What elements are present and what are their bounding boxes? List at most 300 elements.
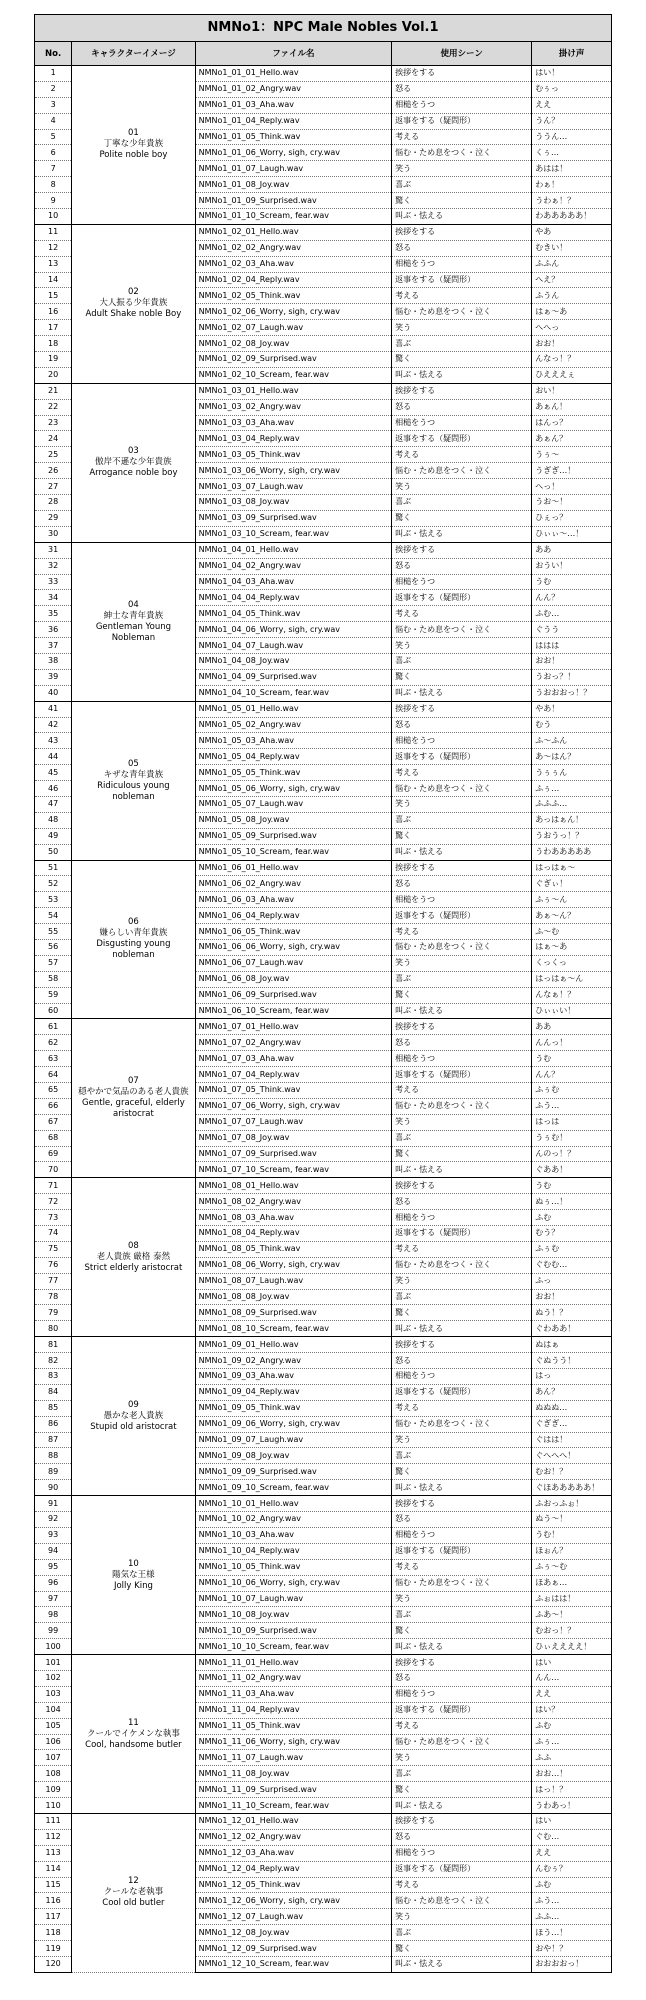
file-name: NMNo1_07_07_Laugh.wav bbox=[195, 1114, 392, 1130]
row-number: 13 bbox=[35, 256, 72, 272]
file-name: NMNo1_11_06_Worry, sigh, cry.wav bbox=[195, 1734, 392, 1750]
usage-scene: 挨拶をする bbox=[392, 542, 532, 558]
character-name-jp: 丁寧な少年貴族 bbox=[103, 139, 164, 150]
usage-scene: 返事をする（疑問形） bbox=[392, 908, 532, 924]
file-name: NMNo1_10_07_Laugh.wav bbox=[195, 1591, 392, 1607]
row-number: 97 bbox=[35, 1591, 72, 1607]
usage-scene: 挨拶をする bbox=[392, 1655, 532, 1671]
voice-line: うおおおっ！？ bbox=[532, 685, 612, 701]
file-name: NMNo1_05_03_Aha.wav bbox=[195, 733, 392, 749]
row-number: 31 bbox=[35, 542, 72, 558]
file-name: NMNo1_06_03_Aha.wav bbox=[195, 892, 392, 908]
voice-line: はんっ？ bbox=[532, 415, 612, 431]
file-name: NMNo1_03_02_Angry.wav bbox=[195, 399, 392, 415]
row-number: 107 bbox=[35, 1750, 72, 1766]
character-id: 06 bbox=[128, 917, 139, 928]
usage-scene: 返事をする（疑問形） bbox=[392, 431, 532, 447]
file-name: NMNo1_02_09_Surprised.wav bbox=[195, 352, 392, 368]
file-name: NMNo1_01_06_Worry, sigh, cry.wav bbox=[195, 145, 392, 161]
file-name: NMNo1_07_08_Joy.wav bbox=[195, 1130, 392, 1146]
file-name: NMNo1_12_09_Surprised.wav bbox=[195, 1941, 392, 1957]
file-name: NMNo1_09_08_Joy.wav bbox=[195, 1448, 392, 1464]
file-name: NMNo1_03_09_Surprised.wav bbox=[195, 510, 392, 526]
file-name: NMNo1_10_02_Angry.wav bbox=[195, 1512, 392, 1528]
usage-scene: 喜ぶ bbox=[392, 653, 532, 669]
voice-line: ふふん bbox=[532, 256, 612, 272]
file-name: NMNo1_09_06_Worry, sigh, cry.wav bbox=[195, 1416, 392, 1432]
file-name: NMNo1_01_05_Think.wav bbox=[195, 129, 392, 145]
voice-line: おい！ bbox=[532, 383, 612, 399]
voice-line: あぁん？ bbox=[532, 431, 612, 447]
usage-scene: 叫ぶ・怯える bbox=[392, 1639, 532, 1655]
row-number: 118 bbox=[35, 1925, 72, 1941]
voice-line: やあ bbox=[532, 224, 612, 240]
voice-line: あっはぁん！ bbox=[532, 812, 612, 828]
file-name: NMNo1_09_02_Angry.wav bbox=[195, 1353, 392, 1369]
row-number: 49 bbox=[35, 828, 72, 844]
file-name: NMNo1_09_01_Hello.wav bbox=[195, 1337, 392, 1353]
voice-line: ふあ～！ bbox=[532, 1607, 612, 1623]
row-number: 22 bbox=[35, 399, 72, 415]
usage-scene: 怒る bbox=[392, 717, 532, 733]
file-name: NMNo1_09_03_Aha.wav bbox=[195, 1369, 392, 1385]
usage-scene: 叫ぶ・怯える bbox=[392, 1162, 532, 1178]
file-name: NMNo1_03_08_Joy.wav bbox=[195, 495, 392, 511]
file-name: NMNo1_12_10_Scream, fear.wav bbox=[195, 1956, 392, 1972]
file-name: NMNo1_04_10_Scream, fear.wav bbox=[195, 685, 392, 701]
usage-scene: 考える bbox=[392, 288, 532, 304]
voice-line: ふぉはは！ bbox=[532, 1591, 612, 1607]
usage-scene: 返事をする（疑問形） bbox=[392, 272, 532, 288]
row-number: 85 bbox=[35, 1400, 72, 1416]
usage-scene: 悩む・ため息をつく・泣く bbox=[392, 781, 532, 797]
voice-line: むおっ！？ bbox=[532, 1623, 612, 1639]
row-number: 104 bbox=[35, 1702, 72, 1718]
file-name: NMNo1_11_10_Scream, fear.wav bbox=[195, 1798, 392, 1814]
file-name: NMNo1_04_01_Hello.wav bbox=[195, 542, 392, 558]
row-number: 76 bbox=[35, 1257, 72, 1273]
file-name: NMNo1_03_06_Worry, sigh, cry.wav bbox=[195, 463, 392, 479]
row-number: 74 bbox=[35, 1226, 72, 1242]
file-name: NMNo1_05_04_Reply.wav bbox=[195, 749, 392, 765]
voice-line: あぁん！ bbox=[532, 399, 612, 415]
row-number: 63 bbox=[35, 1051, 72, 1067]
usage-scene: 返事をする（疑問形） bbox=[392, 590, 532, 606]
usage-scene: 喜ぶ bbox=[392, 495, 532, 511]
voice-line: ふう… bbox=[532, 1098, 612, 1114]
file-name: NMNo1_10_03_Aha.wav bbox=[195, 1527, 392, 1543]
voice-line: ひぃぃい！ bbox=[532, 1003, 612, 1019]
voice-line: むお！？ bbox=[532, 1464, 612, 1480]
usage-scene: 笑う bbox=[392, 320, 532, 336]
voice-line: うむ bbox=[532, 574, 612, 590]
usage-scene: 返事をする（疑問形） bbox=[392, 1861, 532, 1877]
file-name: NMNo1_11_01_Hello.wav bbox=[195, 1655, 392, 1671]
voice-line: むきい！ bbox=[532, 240, 612, 256]
usage-scene: 笑う bbox=[392, 1114, 532, 1130]
row-number: 73 bbox=[35, 1210, 72, 1226]
usage-scene: 怒る bbox=[392, 1353, 532, 1369]
row-number: 36 bbox=[35, 622, 72, 638]
usage-scene: 相槌をうつ bbox=[392, 1686, 532, 1702]
file-name: NMNo1_12_02_Angry.wav bbox=[195, 1829, 392, 1845]
row-number: 68 bbox=[35, 1130, 72, 1146]
file-name: NMNo1_10_01_Hello.wav bbox=[195, 1496, 392, 1512]
voice-line: ぐうう bbox=[532, 622, 612, 638]
voice-line: ええ bbox=[532, 1686, 612, 1702]
voice-line: ああ bbox=[532, 1019, 612, 1035]
voice-line: ふむ bbox=[532, 1877, 612, 1893]
row-number: 100 bbox=[35, 1639, 72, 1655]
file-name: NMNo1_08_02_Angry.wav bbox=[195, 1194, 392, 1210]
row-number: 38 bbox=[35, 653, 72, 669]
usage-scene: 返事をする（疑問形） bbox=[392, 113, 532, 129]
row-number: 71 bbox=[35, 1178, 72, 1194]
voice-line: わあああああ！ bbox=[532, 209, 612, 225]
row-number: 81 bbox=[35, 1337, 72, 1353]
usage-scene: 怒る bbox=[392, 81, 532, 97]
row-number: 24 bbox=[35, 431, 72, 447]
row-number: 5 bbox=[35, 129, 72, 145]
file-name: NMNo1_12_06_Worry, sigh, cry.wav bbox=[195, 1893, 392, 1909]
file-name: NMNo1_04_09_Surprised.wav bbox=[195, 669, 392, 685]
header-file: ファイル名 bbox=[195, 42, 392, 66]
file-name: NMNo1_02_03_Aha.wav bbox=[195, 256, 392, 272]
file-name: NMNo1_03_10_Scream, fear.wav bbox=[195, 526, 392, 542]
row-number: 77 bbox=[35, 1273, 72, 1289]
usage-scene: 叫ぶ・怯える bbox=[392, 1956, 532, 1972]
usage-scene: 驚く bbox=[392, 1305, 532, 1321]
voice-line: んん… bbox=[532, 1670, 612, 1686]
character-name-en: Cool, handsome butler bbox=[85, 1739, 182, 1750]
row-number: 20 bbox=[35, 367, 72, 383]
usage-scene: 笑う bbox=[392, 796, 532, 812]
row-number: 69 bbox=[35, 1146, 72, 1162]
file-name: NMNo1_10_05_Think.wav bbox=[195, 1559, 392, 1575]
voice-line: んのっ！？ bbox=[532, 1146, 612, 1162]
usage-scene: 悩む・ため息をつく・泣く bbox=[392, 304, 532, 320]
voice-line: うぅ～ bbox=[532, 447, 612, 463]
file-name: NMNo1_03_01_Hello.wav bbox=[195, 383, 392, 399]
character-name-en: Disgusting young nobleman bbox=[96, 939, 171, 961]
character-name-jp: 陽気な王様 bbox=[112, 1569, 155, 1580]
row-number: 78 bbox=[35, 1289, 72, 1305]
row-number: 79 bbox=[35, 1305, 72, 1321]
file-name: NMNo1_07_10_Scream, fear.wav bbox=[195, 1162, 392, 1178]
character-id: 10 bbox=[128, 1558, 139, 1569]
file-name: NMNo1_01_02_Angry.wav bbox=[195, 81, 392, 97]
usage-scene: 喜ぶ bbox=[392, 1289, 532, 1305]
character-name-en: Cool old butler bbox=[102, 1898, 165, 1909]
row-number: 7 bbox=[35, 161, 72, 177]
usage-scene: 返事をする（疑問形） bbox=[392, 1543, 532, 1559]
usage-scene: 喜ぶ bbox=[392, 177, 532, 193]
usage-scene: 怒る bbox=[392, 1035, 532, 1051]
voice-line: ううん… bbox=[532, 129, 612, 145]
row-number: 111 bbox=[35, 1813, 72, 1829]
file-name: NMNo1_08_07_Laugh.wav bbox=[195, 1273, 392, 1289]
voice-line: うわあああああ bbox=[532, 844, 612, 860]
row-number: 90 bbox=[35, 1480, 72, 1496]
character-id: 11 bbox=[128, 1717, 139, 1728]
voice-line: おや！？ bbox=[532, 1941, 612, 1957]
usage-scene: 笑う bbox=[392, 161, 532, 177]
row-number: 23 bbox=[35, 415, 72, 431]
character-name-en: Stupid old aristocrat bbox=[90, 1421, 177, 1432]
voice-line: うむ bbox=[532, 1051, 612, 1067]
row-number: 96 bbox=[35, 1575, 72, 1591]
file-name: NMNo1_01_03_Aha.wav bbox=[195, 97, 392, 113]
file-name: NMNo1_04_08_Joy.wav bbox=[195, 653, 392, 669]
row-number: 120 bbox=[35, 1956, 72, 1972]
header-character: キャラクターイメージ bbox=[72, 42, 195, 66]
file-name: NMNo1_07_06_Worry, sigh, cry.wav bbox=[195, 1098, 392, 1114]
row-number: 59 bbox=[35, 987, 72, 1003]
file-name: NMNo1_08_04_Reply.wav bbox=[195, 1226, 392, 1242]
usage-scene: 笑う bbox=[392, 955, 532, 971]
usage-scene: 返事をする（疑問形） bbox=[392, 1226, 532, 1242]
table-row bbox=[35, 1337, 612, 1353]
table-row bbox=[35, 1019, 612, 1035]
voice-line: うぅぅん bbox=[532, 765, 612, 781]
file-name: NMNo1_07_05_Think.wav bbox=[195, 1083, 392, 1099]
file-name: NMNo1_11_08_Joy.wav bbox=[195, 1766, 392, 1782]
voice-line: ああ bbox=[532, 542, 612, 558]
row-number: 37 bbox=[35, 638, 72, 654]
character-cell bbox=[72, 1019, 195, 1178]
voice-line: ぐわああ！ bbox=[532, 1321, 612, 1337]
file-name: NMNo1_04_06_Worry, sigh, cry.wav bbox=[195, 622, 392, 638]
usage-scene: 挨拶をする bbox=[392, 1496, 532, 1512]
row-number: 40 bbox=[35, 685, 72, 701]
character-cell bbox=[72, 542, 195, 701]
file-name: NMNo1_02_04_Reply.wav bbox=[195, 272, 392, 288]
file-name: NMNo1_05_09_Surprised.wav bbox=[195, 828, 392, 844]
row-number: 95 bbox=[35, 1559, 72, 1575]
row-number: 112 bbox=[35, 1829, 72, 1845]
character-cell bbox=[72, 1178, 195, 1337]
usage-scene: 叫ぶ・怯える bbox=[392, 1321, 532, 1337]
voice-line: ぬぬぬ… bbox=[532, 1400, 612, 1416]
file-name: NMNo1_08_08_Joy.wav bbox=[195, 1289, 392, 1305]
table-row bbox=[35, 383, 612, 399]
file-name: NMNo1_12_01_Hello.wav bbox=[195, 1813, 392, 1829]
table-row bbox=[35, 542, 612, 558]
voice-line: ぐむ… bbox=[532, 1829, 612, 1845]
table-row bbox=[35, 701, 612, 717]
file-name: NMNo1_06_10_Scream, fear.wav bbox=[195, 1003, 392, 1019]
row-number: 87 bbox=[35, 1432, 72, 1448]
file-name: NMNo1_01_09_Surprised.wav bbox=[195, 193, 392, 209]
voice-line: おおおおっ！ bbox=[532, 1956, 612, 1972]
character-cell bbox=[72, 224, 195, 383]
usage-scene: 相槌をうつ bbox=[392, 256, 532, 272]
usage-scene: 驚く bbox=[392, 669, 532, 685]
voice-line: わぁ！ bbox=[532, 177, 612, 193]
row-number: 33 bbox=[35, 574, 72, 590]
file-name: NMNo1_11_05_Think.wav bbox=[195, 1718, 392, 1734]
table-row bbox=[35, 860, 612, 876]
row-number: 47 bbox=[35, 796, 72, 812]
character-cell bbox=[72, 1655, 195, 1814]
table-body bbox=[35, 66, 612, 1973]
row-number: 9 bbox=[35, 193, 72, 209]
header-scene: 使用シーン bbox=[392, 42, 532, 66]
usage-scene: 驚く bbox=[392, 1623, 532, 1639]
character-cell bbox=[72, 1337, 195, 1496]
row-number: 1 bbox=[35, 66, 72, 82]
usage-scene: 喜ぶ bbox=[392, 336, 532, 352]
voice-line: うわぁ！？ bbox=[532, 193, 612, 209]
usage-scene: 叫ぶ・怯える bbox=[392, 685, 532, 701]
usage-scene: 相槌をうつ bbox=[392, 1051, 532, 1067]
row-number: 14 bbox=[35, 272, 72, 288]
voice-line: うおうっ！？ bbox=[532, 828, 612, 844]
row-number: 98 bbox=[35, 1607, 72, 1623]
row-number: 119 bbox=[35, 1941, 72, 1957]
usage-scene: 叫ぶ・怯える bbox=[392, 1003, 532, 1019]
usage-scene: 怒る bbox=[392, 399, 532, 415]
row-number: 28 bbox=[35, 495, 72, 511]
file-name: NMNo1_03_05_Think.wav bbox=[195, 447, 392, 463]
file-name: NMNo1_01_07_Laugh.wav bbox=[195, 161, 392, 177]
voice-line: ひぃぃ～…！ bbox=[532, 526, 612, 542]
file-name: NMNo1_08_01_Hello.wav bbox=[195, 1178, 392, 1194]
row-number: 61 bbox=[35, 1019, 72, 1035]
voice-line: あぁ～ん？ bbox=[532, 908, 612, 924]
row-number: 110 bbox=[35, 1798, 72, 1814]
usage-scene: 考える bbox=[392, 1718, 532, 1734]
character-name-en: Adult Shake noble Boy bbox=[85, 309, 182, 320]
usage-scene: 悩む・ため息をつく・泣く bbox=[392, 939, 532, 955]
voice-line: ふぅむ bbox=[532, 1083, 612, 1099]
voice-line: ふう… bbox=[532, 1893, 612, 1909]
usage-scene: 喜ぶ bbox=[392, 1448, 532, 1464]
file-name: NMNo1_06_09_Surprised.wav bbox=[195, 987, 392, 1003]
character-name-jp: 傲岸不遜な少年貴族 bbox=[95, 457, 172, 468]
file-name: NMNo1_11_09_Surprised.wav bbox=[195, 1782, 392, 1798]
row-number: 60 bbox=[35, 1003, 72, 1019]
voice-line: ひぃええええ！ bbox=[532, 1639, 612, 1655]
usage-scene: 驚く bbox=[392, 1146, 532, 1162]
row-number: 64 bbox=[35, 1067, 72, 1083]
file-name: NMNo1_12_05_Think.wav bbox=[195, 1877, 392, 1893]
voice-line: ほあぁ… bbox=[532, 1575, 612, 1591]
file-name: NMNo1_12_04_Reply.wav bbox=[195, 1861, 392, 1877]
row-number: 94 bbox=[35, 1543, 72, 1559]
usage-scene: 返事をする（疑問形） bbox=[392, 1067, 532, 1083]
usage-scene: 相槌をうつ bbox=[392, 892, 532, 908]
file-name: NMNo1_10_08_Joy.wav bbox=[195, 1607, 392, 1623]
file-name: NMNo1_02_05_Think.wav bbox=[195, 288, 392, 304]
row-number: 108 bbox=[35, 1766, 72, 1782]
file-name: NMNo1_10_10_Scream, fear.wav bbox=[195, 1639, 392, 1655]
row-number: 19 bbox=[35, 352, 72, 368]
usage-scene: 挨拶をする bbox=[392, 224, 532, 240]
voice-line: はっはぁ～ bbox=[532, 860, 612, 876]
voice-line: うおっ？！ bbox=[532, 669, 612, 685]
file-name: NMNo1_05_07_Laugh.wav bbox=[195, 796, 392, 812]
usage-scene: 悩む・ため息をつく・泣く bbox=[392, 1257, 532, 1273]
file-name: NMNo1_02_02_Angry.wav bbox=[195, 240, 392, 256]
usage-scene: 挨拶をする bbox=[392, 1019, 532, 1035]
file-name: NMNo1_08_06_Worry, sigh, cry.wav bbox=[195, 1257, 392, 1273]
voice-line: ぬはぁ bbox=[532, 1337, 612, 1353]
row-number: 55 bbox=[35, 924, 72, 940]
usage-scene: 怒る bbox=[392, 876, 532, 892]
voice-line: ふむ… bbox=[532, 606, 612, 622]
usage-scene: 驚く bbox=[392, 987, 532, 1003]
file-name: NMNo1_12_07_Laugh.wav bbox=[195, 1909, 392, 1925]
row-number: 3 bbox=[35, 97, 72, 113]
file-name: NMNo1_09_07_Laugh.wav bbox=[195, 1432, 392, 1448]
usage-scene: 叫ぶ・怯える bbox=[392, 1480, 532, 1496]
usage-scene: 叫ぶ・怯える bbox=[392, 526, 532, 542]
voice-line: はっ！？ bbox=[532, 1782, 612, 1798]
voice-line: ふぅ… bbox=[532, 781, 612, 797]
file-name: NMNo1_06_08_Joy.wav bbox=[195, 971, 392, 987]
voice-line: んなっ！？ bbox=[532, 352, 612, 368]
voice-line: ふふふ… bbox=[532, 796, 612, 812]
voice-line: はっ bbox=[532, 1369, 612, 1385]
row-number: 2 bbox=[35, 81, 72, 97]
file-name: NMNo1_05_05_Think.wav bbox=[195, 765, 392, 781]
row-number: 86 bbox=[35, 1416, 72, 1432]
file-name: NMNo1_01_10_Scream, fear.wav bbox=[195, 209, 392, 225]
usage-scene: 考える bbox=[392, 1877, 532, 1893]
file-name: NMNo1_03_07_Laugh.wav bbox=[195, 479, 392, 495]
file-name: NMNo1_02_07_Laugh.wav bbox=[195, 320, 392, 336]
row-number: 56 bbox=[35, 939, 72, 955]
usage-scene: 相槌をうつ bbox=[392, 733, 532, 749]
sheet-title: NMNo1：NPC Male Nobles Vol.1 bbox=[35, 15, 612, 42]
usage-scene: 叫ぶ・怯える bbox=[392, 209, 532, 225]
usage-scene: 挨拶をする bbox=[392, 66, 532, 82]
character-name-jp: 紳士な青年貴族 bbox=[103, 610, 164, 621]
table-row bbox=[35, 1813, 612, 1829]
usage-scene: 笑う bbox=[392, 1591, 532, 1607]
usage-scene: 挨拶をする bbox=[392, 701, 532, 717]
usage-scene: 挨拶をする bbox=[392, 1178, 532, 1194]
row-number: 91 bbox=[35, 1496, 72, 1512]
file-name: NMNo1_05_01_Hello.wav bbox=[195, 701, 392, 717]
voice-line: ぐほあああああ！ bbox=[532, 1480, 612, 1496]
row-number: 29 bbox=[35, 510, 72, 526]
voice-line: ぐぎぎ… bbox=[532, 1416, 612, 1432]
row-number: 52 bbox=[35, 876, 72, 892]
character-name-jp: 大人振る少年貴族 bbox=[99, 298, 168, 309]
file-name: NMNo1_10_04_Reply.wav bbox=[195, 1543, 392, 1559]
voice-line: あん？ bbox=[532, 1384, 612, 1400]
row-number: 114 bbox=[35, 1861, 72, 1877]
voice-line: やあ！ bbox=[532, 701, 612, 717]
voice-line: おお！ bbox=[532, 653, 612, 669]
voice-line: うわあっ！ bbox=[532, 1798, 612, 1814]
row-number: 25 bbox=[35, 447, 72, 463]
character-name-jp: 穏やかで気品のある老人貴族 bbox=[78, 1087, 189, 1098]
usage-scene: 喜ぶ bbox=[392, 1766, 532, 1782]
row-number: 10 bbox=[35, 209, 72, 225]
row-number: 88 bbox=[35, 1448, 72, 1464]
character-cell bbox=[72, 860, 195, 1019]
file-name: NMNo1_05_06_Worry, sigh, cry.wav bbox=[195, 781, 392, 797]
row-number: 6 bbox=[35, 145, 72, 161]
usage-scene: 笑う bbox=[392, 1909, 532, 1925]
file-name: NMNo1_07_01_Hello.wav bbox=[195, 1019, 392, 1035]
usage-scene: 笑う bbox=[392, 479, 532, 495]
character-id: 05 bbox=[128, 758, 139, 769]
row-number: 92 bbox=[35, 1512, 72, 1528]
